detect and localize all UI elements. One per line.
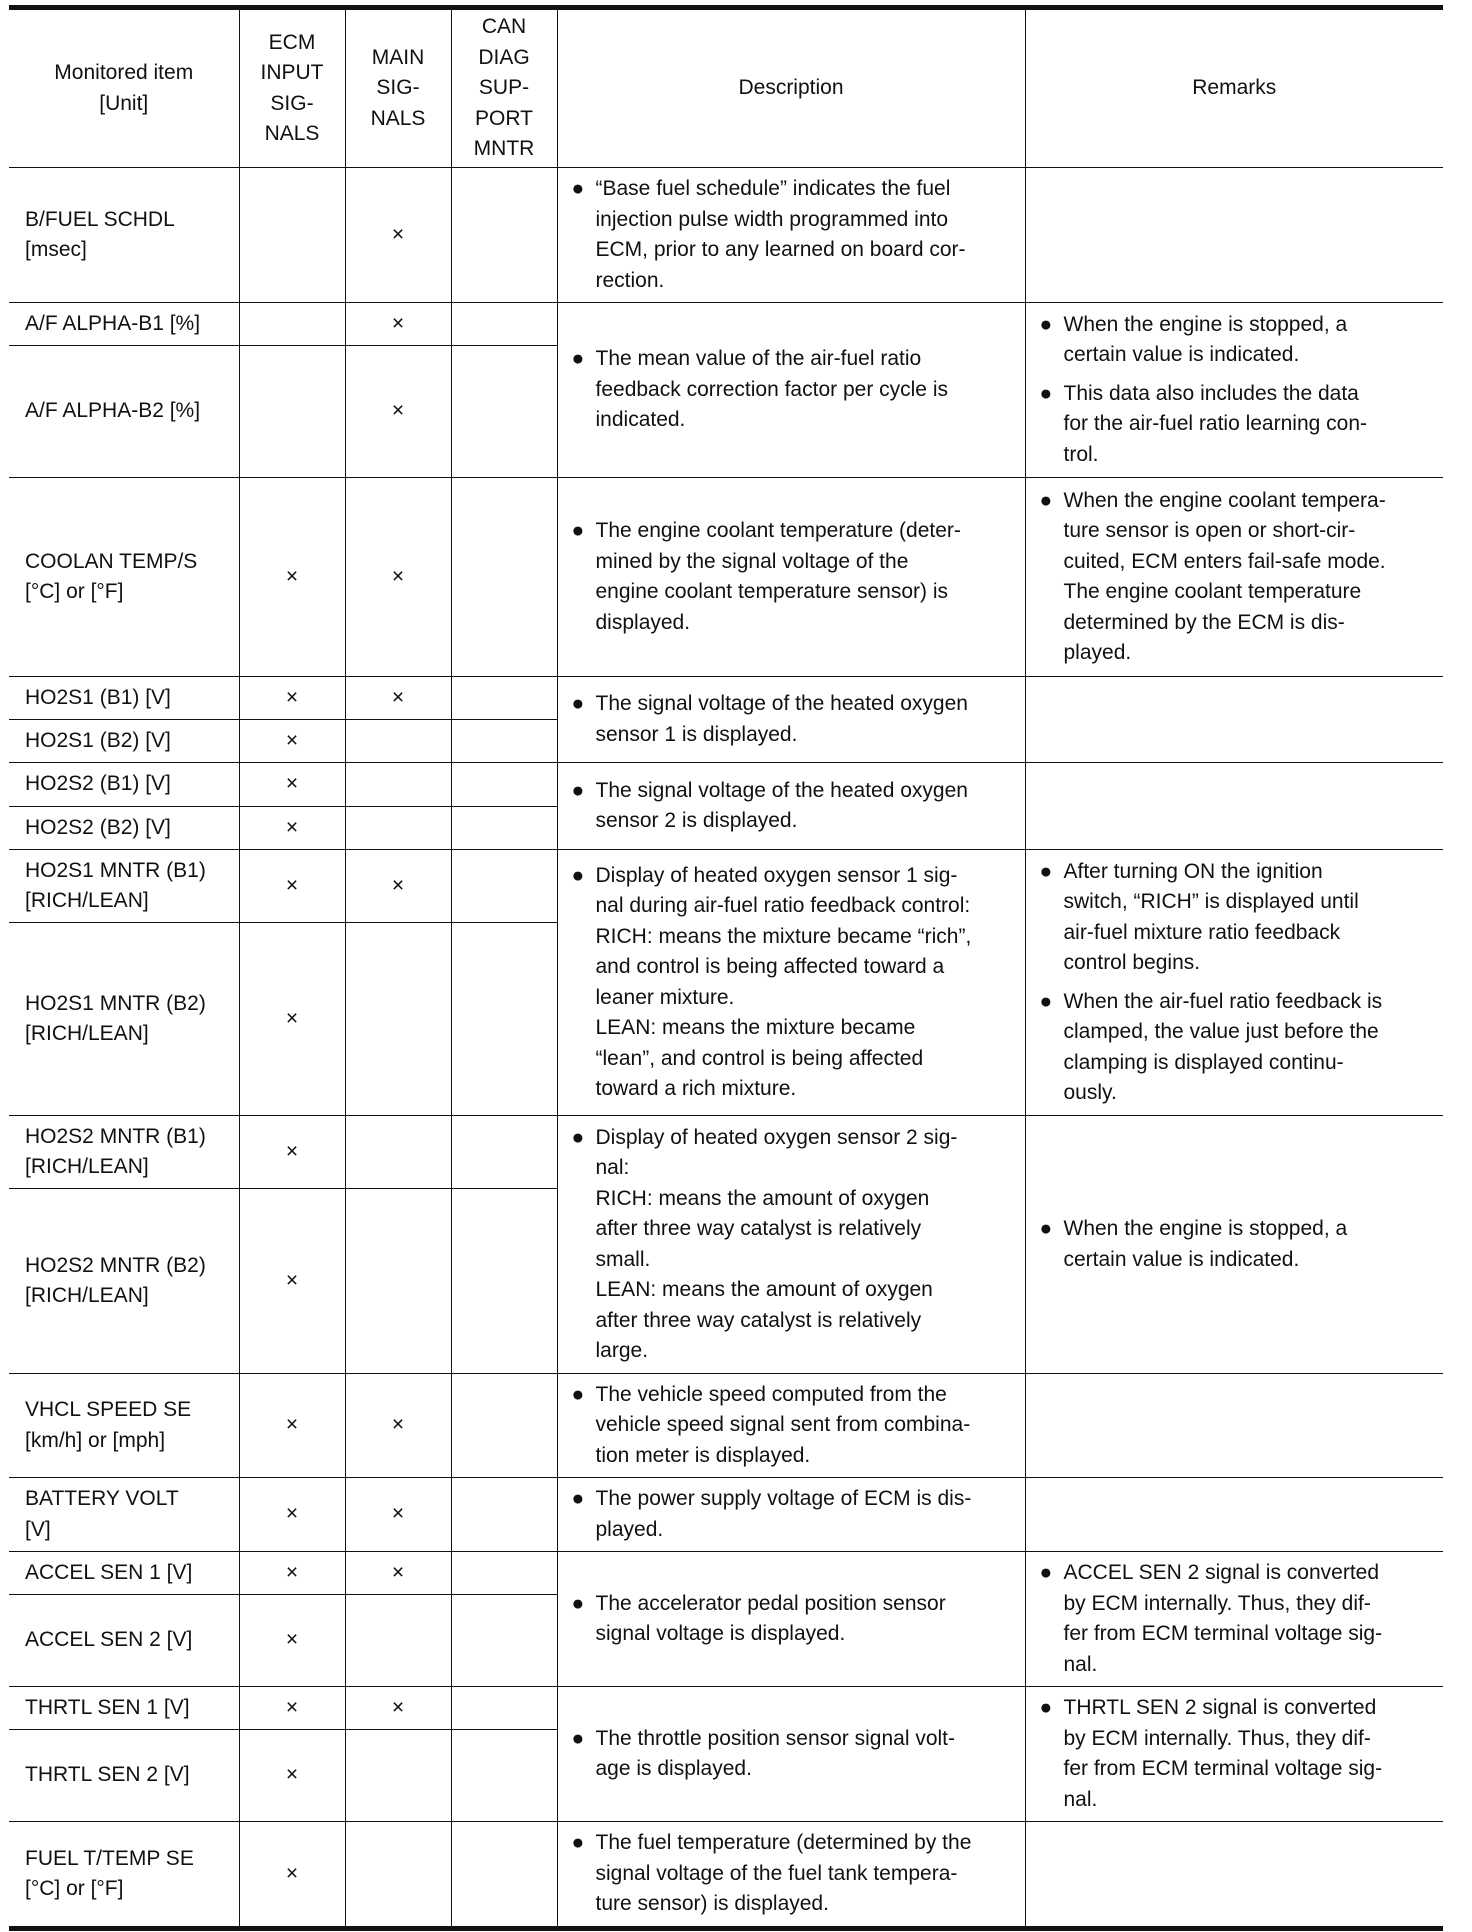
header-ecm-input-signals: ECM INPUT SIG- NALS [239,8,345,168]
list-item [1038,486,1434,669]
description-text: The accelerator pedal position sensor signal voltage is displayed. [595,1591,946,1645]
remark-text: When the engine coolant tempera- ture sensor is open or short-cir- cuited, ECM enters fail-safe mode. The engine coolant temperature determined by the ECM is dis- played. [1063,488,1386,664]
table-row [9,1552,1443,1595]
bullet-icon: ● [571,1726,585,1750]
description-text: Display of heated oxygen sensor 1 sig- nal during air-fuel ratio feedback control: RICH: means the mixture became “rich”, and control is being affected toward a leaner mixture. LEAN: means the mixture became “lean”, and control is being affected toward a rich mixture. [595,863,972,1100]
list-item [570,1380,1015,1472]
can-diag-mark [451,1478,557,1552]
main-signal-mark: × [345,346,451,478]
monitored-item: ACCEL SEN 2 [V] [9,1595,239,1687]
can-diag-mark [451,763,557,807]
can-diag-mark [451,1552,557,1595]
description-cell [557,850,1025,1116]
description-text: The power supply voltage of ECM is dis- played. [595,1487,972,1541]
description-cell [557,1552,1025,1687]
main-signal-mark [345,763,451,807]
description-cell [557,763,1025,850]
main-signal-mark: × [345,1552,451,1595]
table-row [9,763,1443,807]
table-row [9,1687,1443,1730]
main-signal-mark [345,1189,451,1374]
remarks-cell [1025,478,1443,677]
monitored-item: B/FUEL SCHDL [msec] [9,168,239,303]
monitored-item: THRTL SEN 1 [V] [9,1687,239,1730]
description-text: The fuel temperature (determined by the signal voltage of the fuel tank tempera- ture sensor) is displayed. [595,1831,972,1916]
header-description: Description [557,8,1025,168]
can-diag-mark [451,1822,557,1929]
description-text: The vehicle speed computed from the vehicle speed signal sent from combina- tion meter is displayed. [595,1382,971,1467]
can-diag-mark [451,677,557,720]
list-item [570,1123,1015,1367]
list-item [1038,987,1434,1109]
header-monitored-item: Monitored item [Unit] [9,8,239,168]
can-diag-mark [451,807,557,850]
description-cell [557,303,1025,478]
description-text: The signal voltage of the heated oxygen sensor 2 is displayed. [595,778,968,832]
table-row [9,168,1443,303]
can-diag-mark [451,1595,557,1687]
ecm-input-mark: × [239,1687,345,1730]
ecm-input-mark: × [239,1552,345,1595]
description-text: The signal voltage of the heated oxygen sensor 1 is displayed. [595,692,968,746]
monitored-item: HO2S1 (B1) [V] [9,677,239,720]
monitored-item: HO2S1 (B2) [V] [9,720,239,763]
bullet-icon: ● [1039,989,1053,1013]
ecm-input-mark: × [239,1116,345,1189]
description-text: Display of heated oxygen sensor 2 sig- nal: RICH: means the amount of oxygen after three way catalyst is relatively small. LEAN: means the amount of oxygen after three way catalyst is relatively large. [595,1125,958,1362]
main-signal-mark: × [345,1374,451,1478]
remark-text: When the engine is stopped, a certain value is indicated. [1063,1217,1348,1271]
main-signal-mark: × [345,303,451,346]
description-cell [557,168,1025,303]
main-signal-mark [345,923,451,1116]
list-item [570,1589,1015,1650]
main-signal-mark: × [345,1687,451,1730]
monitored-item: FUEL T/TEMP SE [°C] or [°F] [9,1822,239,1929]
bullet-icon: ● [571,519,585,542]
list-item [570,516,1015,638]
ecm-input-mark: × [239,677,345,720]
main-signal-mark [345,1595,451,1687]
ecm-input-mark: × [239,478,345,677]
remarks-cell [1025,677,1443,763]
list-item [1038,1693,1434,1815]
bullet-icon: ● [571,863,585,887]
description-cell [557,1687,1025,1822]
ecm-input-mark: × [239,1822,345,1929]
list-item [570,1484,1015,1545]
monitored-item: A/F ALPHA-B2 [%] [9,346,239,478]
bullet-icon: ● [571,1831,585,1855]
description-text: “Base fuel schedule” indicates the fuel injection pulse width programmed into ECM, prior to any learned on board cor- rection. [595,177,966,292]
monitored-item: BATTERY VOLT [V] [9,1478,239,1552]
table-row [9,677,1443,720]
bullet-icon: ● [571,1591,585,1615]
main-signal-mark: × [345,168,451,303]
can-diag-mark [451,478,557,677]
bullet-icon: ● [1039,859,1053,883]
monitored-item: HO2S2 MNTR (B1) [RICH/LEAN] [9,1116,239,1189]
monitored-item: HO2S2 (B2) [V] [9,807,239,850]
description-text: The mean value of the air-fuel ratio feedback correction factor per cycle is indicated. [595,347,948,432]
main-signal-mark [345,720,451,763]
header-row [9,8,1443,168]
remark-text: ACCEL SEN 2 signal is converted by ECM internally. Thus, they dif- fer from ECM terminal voltage sig- nal. [1063,1561,1383,1676]
ecm-input-mark: × [239,763,345,807]
remarks-cell [1025,1116,1443,1374]
list-item [1038,1558,1434,1680]
list-item [570,344,1015,436]
list-item [570,689,1015,750]
list-item [570,174,1015,296]
description-cell [557,1822,1025,1929]
table-row [9,1116,1443,1189]
bullet-icon: ● [1039,312,1053,336]
main-signal-mark: × [345,677,451,720]
description-cell [557,677,1025,763]
remarks-cell [1025,303,1443,478]
ecm-input-mark: × [239,923,345,1116]
bullet-icon: ● [571,177,585,200]
remarks-cell [1025,1822,1443,1929]
ecm-input-mark: × [239,1478,345,1552]
monitored-item: HO2S2 MNTR (B2) [RICH/LEAN] [9,1189,239,1374]
remark-text: This data also includes the data for the air-fuel ratio learning con- trol. [1063,381,1367,466]
ecm-input-mark [239,168,345,303]
remarks-cell [1025,1687,1443,1822]
monitored-item: THRTL SEN 2 [V] [9,1730,239,1822]
remarks-cell [1025,1552,1443,1687]
ecm-input-mark: × [239,1189,345,1374]
bullet-icon: ● [1039,1696,1053,1719]
can-diag-mark [451,168,557,303]
table-row [9,303,1443,346]
remark-text: After turning ON the ignition switch, “RICH” is displayed until air-fuel mixture ratio feedback control begins. [1063,859,1359,974]
remark-text: THRTL SEN 2 signal is converted by ECM internally. Thus, they dif- fer from ECM terminal voltage sig- nal. [1063,1696,1383,1811]
can-diag-mark [451,1116,557,1189]
table-row [9,1374,1443,1478]
monitored-item: VHCL SPEED SE [km/h] or [mph] [9,1374,239,1478]
can-diag-mark [451,1189,557,1374]
header-can-diag-support: CAN DIAG SUP- PORT MNTR [451,8,557,168]
can-diag-mark [451,1687,557,1730]
can-diag-mark [451,303,557,346]
monitor-item-table [9,5,1443,1931]
list-item [1038,310,1434,371]
ecm-input-mark: × [239,720,345,763]
description-cell [557,478,1025,677]
can-diag-mark [451,850,557,923]
main-signal-mark: × [345,1478,451,1552]
ecm-input-mark: × [239,1374,345,1478]
description-text: The throttle position sensor signal volt- age is displayed. [595,1726,956,1780]
main-signal-mark [345,1116,451,1189]
ecm-input-mark: × [239,850,345,923]
monitored-item: HO2S1 MNTR (B1) [RICH/LEAN] [9,850,239,923]
bullet-icon: ● [1039,488,1053,512]
main-signal-mark [345,1730,451,1822]
table-row [9,1478,1443,1552]
remarks-cell [1025,763,1443,850]
bullet-icon: ● [571,1382,585,1406]
monitored-item: HO2S1 MNTR (B2) [RICH/LEAN] [9,923,239,1116]
description-text: The engine coolant temperature (deter- mined by the signal voltage of the engine coolant temperature sensor) is displayed. [595,519,961,634]
bullet-icon: ● [1039,381,1053,405]
can-diag-mark [451,720,557,763]
can-diag-mark [451,346,557,478]
ecm-input-mark [239,346,345,478]
main-signal-mark: × [345,850,451,923]
ecm-input-mark [239,303,345,346]
can-diag-mark [451,1730,557,1822]
can-diag-mark [451,1374,557,1478]
remarks-cell [1025,850,1443,1116]
remarks-cell [1025,1374,1443,1478]
remarks-cell [1025,168,1443,303]
bullet-icon: ● [571,347,585,371]
bullet-icon: ● [571,1125,585,1149]
bullet-icon: ● [1039,1561,1053,1584]
ecm-input-mark: × [239,807,345,850]
ecm-input-mark: × [239,1595,345,1687]
bullet-icon: ● [571,1487,585,1510]
bullet-icon: ● [1039,1217,1053,1240]
monitored-item: HO2S2 (B1) [V] [9,763,239,807]
list-item [570,776,1015,837]
ecm-input-mark: × [239,1730,345,1822]
can-diag-mark [451,923,557,1116]
list-item [1038,1214,1434,1275]
description-cell [557,1374,1025,1478]
table-row [9,1822,1443,1929]
remark-text: When the air-fuel ratio feedback is clamped, the value just before the clamping is displayed continu- ously. [1063,989,1383,1104]
list-item [1038,857,1434,979]
monitored-item: ACCEL SEN 1 [V] [9,1552,239,1595]
monitored-item: COOLAN TEMP/S [°C] or [°F] [9,478,239,677]
monitored-item: A/F ALPHA-B1 [%] [9,303,239,346]
header-main-signals: MAIN SIG- NALS [345,8,451,168]
bullet-icon: ● [571,778,585,802]
table-row [9,478,1443,677]
list-item [570,1724,1015,1785]
table-row [9,850,1443,923]
description-cell [557,1478,1025,1552]
bullet-icon: ● [571,692,585,715]
main-signal-mark: × [345,478,451,677]
remark-text: When the engine is stopped, a certain value is indicated. [1063,312,1348,367]
list-item [570,1828,1015,1920]
main-signal-mark [345,807,451,850]
header-remarks: Remarks [1025,8,1443,168]
list-item [1038,379,1434,471]
list-item [570,861,1015,1105]
remarks-cell [1025,1478,1443,1552]
description-cell [557,1116,1025,1374]
main-signal-mark [345,1822,451,1929]
